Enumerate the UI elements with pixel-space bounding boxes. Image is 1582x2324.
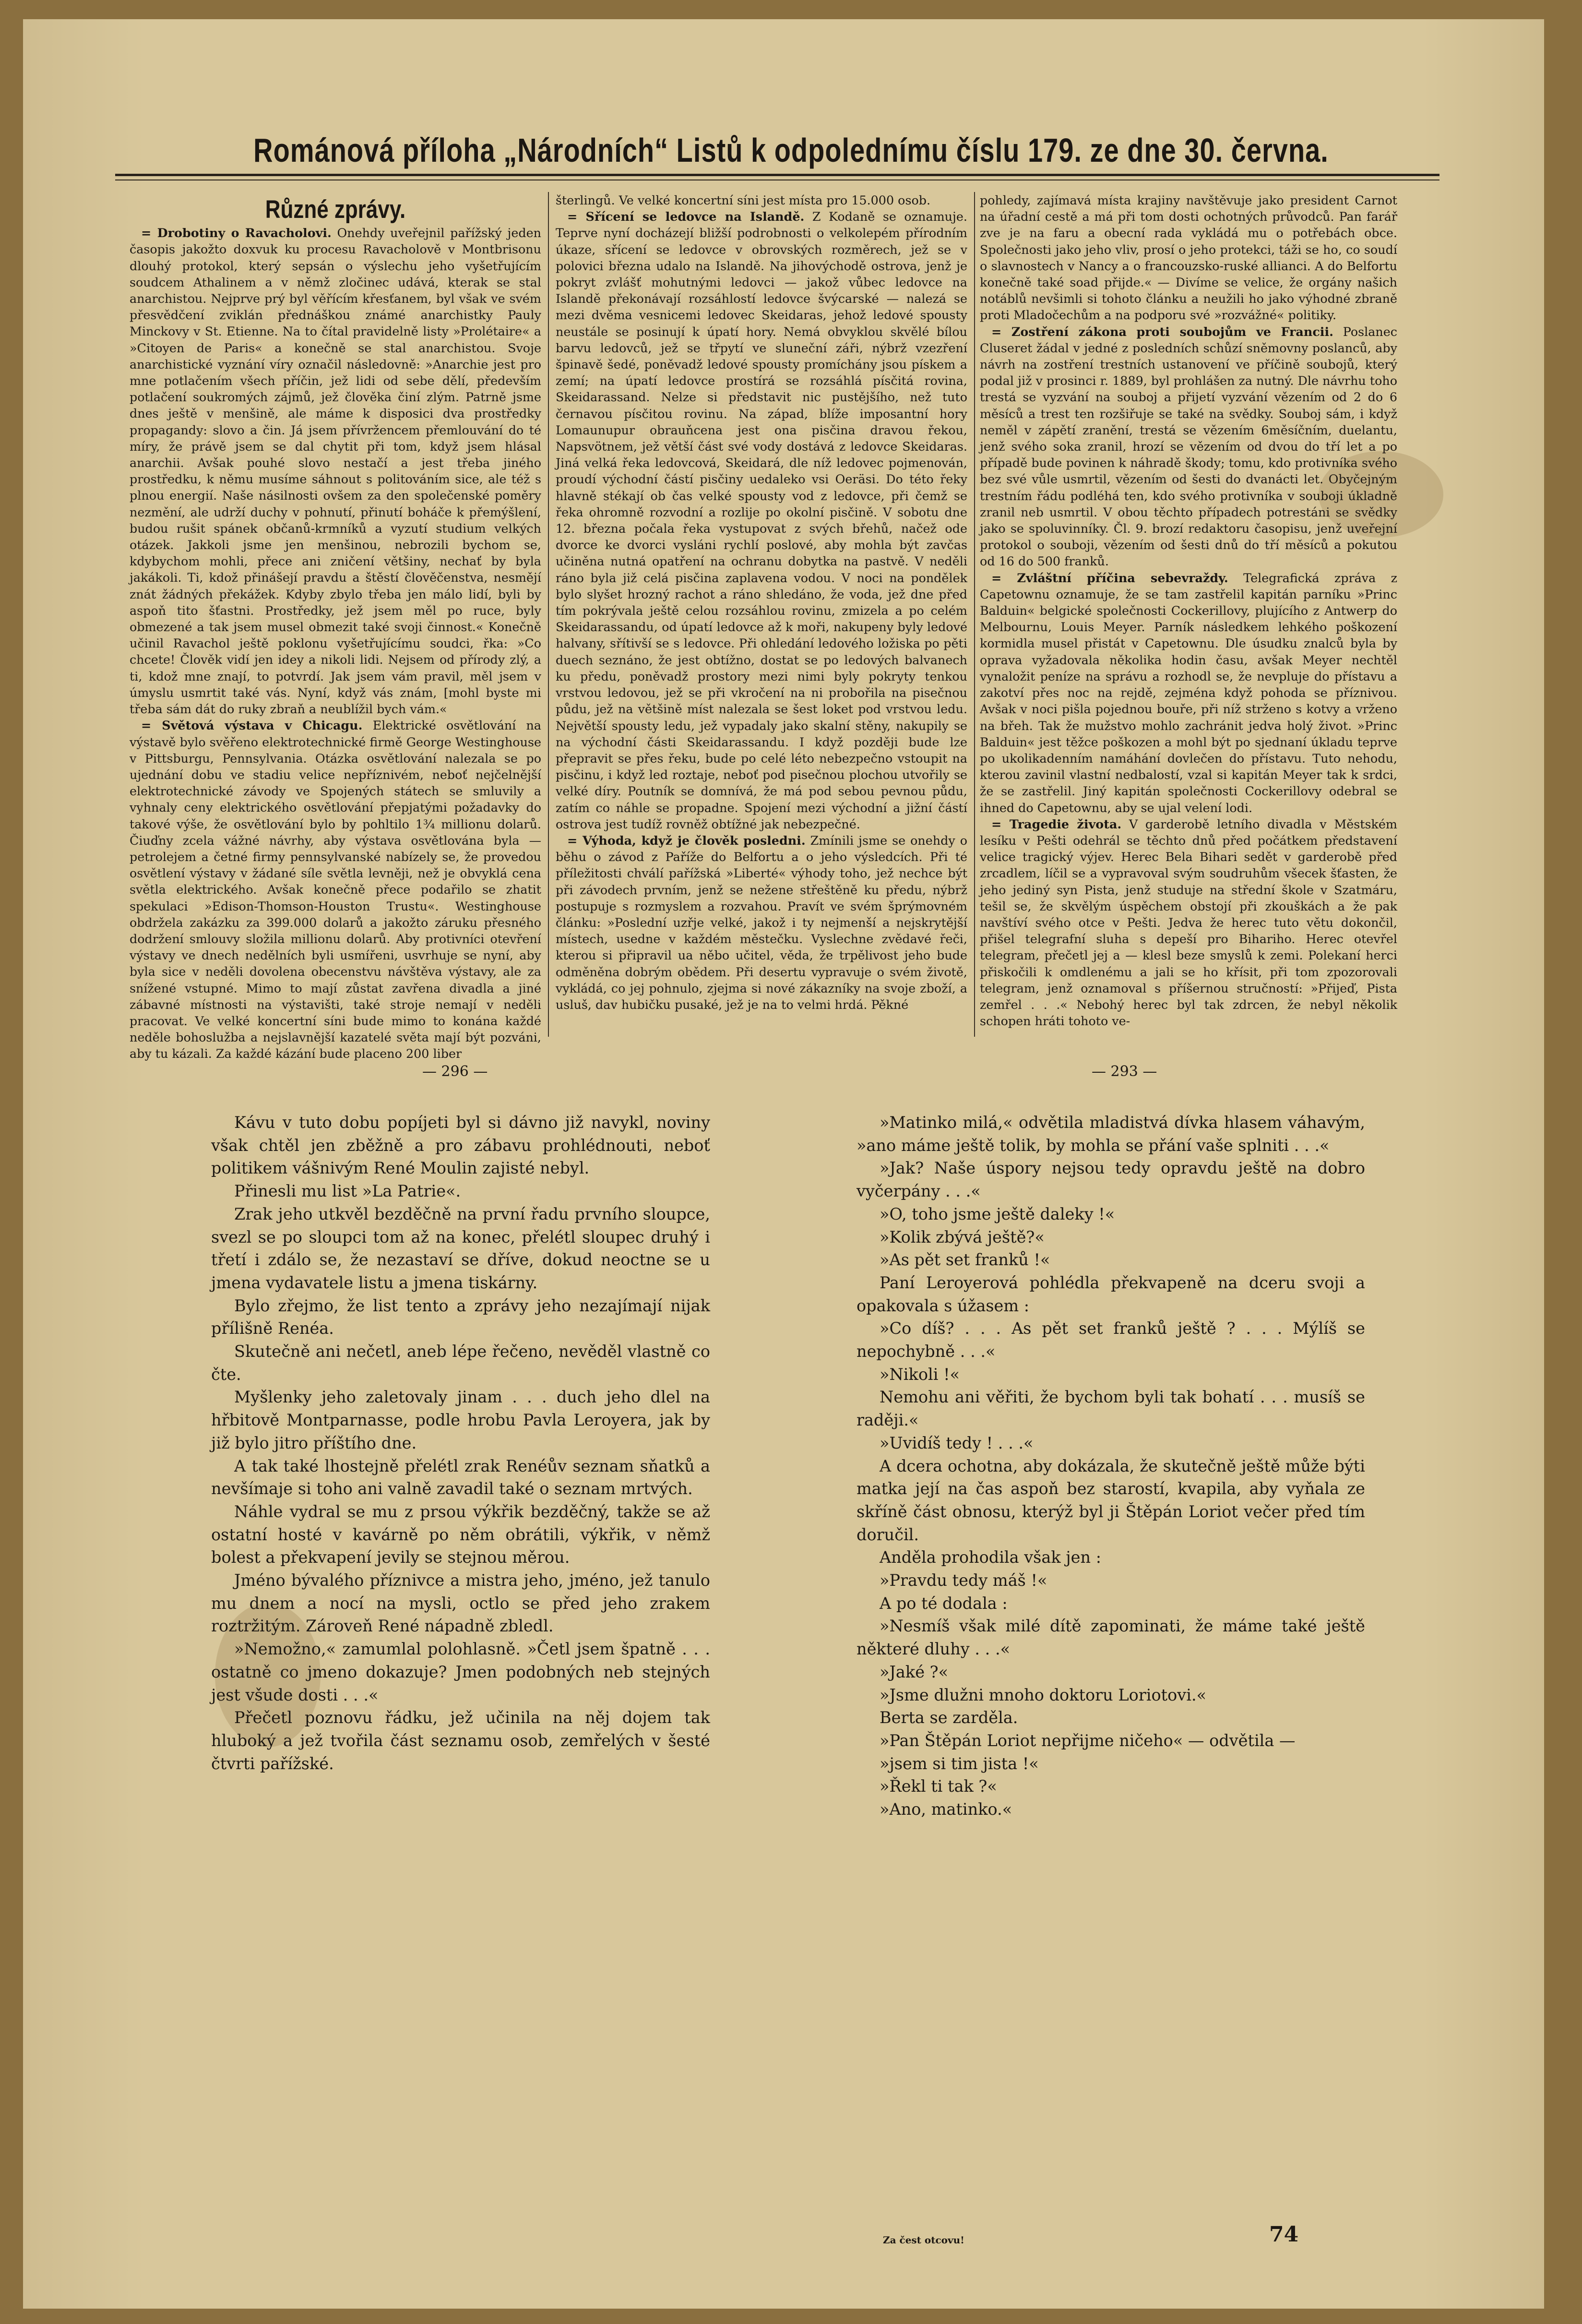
news-column-3 <box>980 192 1397 1037</box>
novel-paragraph: »O, toho jsme ještě daleky !« <box>880 1204 1115 1223</box>
novel-paragraph: A dcera ochotna, aby dokázala, že skutečně ještě může býti matka její na čas aspoň bez starostí, kvapila, aby vyňala ze skříně část obnosu, kterýž byl ji Štěpán Loriot večer před tím doručil. <box>856 1456 1365 1544</box>
novel-paragraph: A po té dodala : <box>880 1593 1008 1613</box>
novel-title-footer: Za čest otcovu! <box>883 2234 964 2246</box>
article-title: = Drobotiny o Ravacholovi. <box>141 226 332 240</box>
novel-paragraph: Myšlenky jeho zaletovaly jinam . . . duch jeho dlel na hřbitově Montparnasse, podle hrobu Pavla Leroyera, jak by již bylo jitro příštího dne. <box>211 1388 710 1452</box>
article-text: Onehdy uveřejnil pařížský jeden časopis jakožto doxvuk ku procesu Ravacholově v Montbrisonu dlouhý protokol, který sepsán o výslechu jeho vyšetřujícím soudcem Athalinem a v němž zločinec udává, kterak se stal anarchistou. Nejprve prý byl věřícím křesťanem, byl však ve svém přesvědčení zviklán přednáškou známé anarchistky Pauly Minckovy v St. Etienne. Na to čítal pravidelně listy »Prolétaire« a »Citoyen de Paris« a konečně se stal anarchistou. Svoje anarchistické vyznání víry označil následovně: »Anarchie jest pro mne potlačením všech příčin, jež lidi od sebe dělí, především potlačení soukromých zájmů, jež člověka činí zlým. Patrně jsme dnes ještě v menšině, ale máme k disposici dva prostředky propagandy: slovo a čin. Já jsem přívržencem přemlouvání do té míry, že právě jsem se dal chytit při tom, když jsem hlásal anarchii. Avšak pouhé slovo nestačí a jest třeba jiného prostředku, k němu musíme sáhnout s politováním sice, ale též s plnou energií. Naše násilnosti ovšem za den společenské poměry nezmění, ale udrží duchy v pohnutí, přinutí boháče k přemýšlení, budou rušit spánek občanů-krmníků a vyzutí studium velkých otázek. Jakkoli jsme jen menšinou, nebrozili bychom se, kdybychom mohli, přece ani zničení většiny, nechať by byla jakákoli. Ti, kdož přinášejí pravdu a štěstí člověčenstva, nesmějí znát žádných překážek. Kdyby zbylo třeba jen málo lidí, byli by aspoň tito šťastni. Prostředky, jež jsem měl po ruce, byly obmezené a tak jsem musel obmezit také svoji činnost.« Konečně učinil Ravachol ještě poklonu vyšetřujícímu soudci, řka: »Co chcete! Člověk vidí jen idey a nikoli lidi. Nejsem od přírody zlý, a ti, kdož mne znají, to potvrdí. Jak jsem vám pravil, měl jsem v úmyslu usmrtit také vás. Nyní, když vás znám, [mohl byste mi třeba sám dát do ruky zbraň a neublížil bych vám.« <box>130 226 541 717</box>
novel-paragraph: »Ano, matinko.« <box>880 1800 1012 1819</box>
novel-paragraph: »Jaké ?« <box>880 1662 949 1681</box>
novel-paragraph: Bylo zřejmo, že list tento a zprávy jeho nezajímají nijak přílišně Renéa. <box>211 1296 710 1338</box>
article-text: Telegrafická zpráva z Capetownu oznamuje, že se tam zastřelil kapitán parníku »Princ Balduin« belgické společnosti Cockerillovy, plujícího z Antwerp do Melbournu, Louis Meyer. Parník následkem lehkého poškození kormidla musel přistát v Capetownu. Dle úsudku znalců byla by oprava vyžadovala několika hodin času, avšak Meyer nechtěl vynaložit peníze na správu a rozhodl se, že nevpluje do přístavu a zakotví přes noc na rejdě, zejména když pohoda se příznivou. Avšak v noci pišla pojednou bouře, při níž strženo s kotvy a vrženo na břeh. Tak že mužstvo mohlo zachránit jedva holý život. »Princ Balduin« jest těžce poškozen a mohl být po sjednaní úkladu teprve po ukolikadenním namáhání dovlečen do přístavu. Tuto nehodu, kterou zavinil vlastní nedbalostí, vzal si kapitán Meyer tak k srdci, že se zastřelil. Jiný kapitán společnosti Cockerillovy odebral se ihned do Capetownu, aby se ujal velení lodi. <box>980 570 1397 815</box>
novel-paragraph: »Řekl ti tak ?« <box>880 1777 997 1796</box>
article-text: Zmínili jsme se onehdy o běhu o závod z Paříže do Belfortu a o jeho výsledcích. Při té příležitosti chválí pařížská »Liberté« výhody toho, jež nechce být při závodech prvním, jenž se nežene střeštěně ku předu, nýbrž postupuje s rozmyslem a rozvahou. Pravít ve svém šprýmovném článku: »Poslední uzřje velké, jakož i ty nejmenší a nejskrytější místech, usedne v každém městečku. Vyslechne zvědavé řeči, kterou si připravil ua něbo učitel, věda, že trpělivost jeho bude odměněna dobrým obědem. Při desertu vypravuje o svém životě, vykládá, co jej pohnulo, zjejma si nové zákazníky na svoje zboží, a usluš, dav hubičku pusaké, jež je na to velmi hrdá. Pěkné <box>556 833 967 1012</box>
page-number-right: — 293 — <box>1092 1063 1157 1080</box>
article-title: = Zostření zákona proti soubojům ve Francii. <box>991 324 1333 339</box>
article-text: Poslanec Cluseret žádal v jedné z posledních schůzí sněmovny poslanců, aby návrh na zostření trestních ustanovení ve příčině soubojů, který podal již v prosinci r. 1889, byl prohlášen za nutný. Dle návrhu toho trestá se vyzvání na souboj a přijetí vyzvání vězením od 2 do 6 měsíců a trest ten rozšiřuje se také na svědky. Souboj sám, i když neměl v zápětí zranění, trestá se vězením 6měsíčním, duelantu, jenž svého soka zranil, hrozí se vězením od dvou do tří let a po případě bude povinen k náhradě škody; tomu, kdo protivníka svého bez své vůle usmrtil, vězením od šesti do dvanácti let. Obyčejným trestním řádu podléhá ten, kdo svého protivníka v souboji úkladně zranil neb usmrtil. V obou těchto případech potrestáni se svědky jako se spoluvinníky. Čl. 9. brozí redaktoru časopisu, jenž uveřejní protokol o souboji, vězením od šesti dnů do tří měsíců a pokutou od 16 do 500 franků. <box>980 324 1398 569</box>
article-text: šterlingů. Ve velké koncertní síni jest místa pro 15.000 osob. <box>556 193 931 207</box>
novel-paragraph: »Jak? Naše úspory nejsou tedy opravdu ještě na dobro vyčerpány . . .« <box>856 1159 1365 1201</box>
news-column-2 <box>556 192 967 1037</box>
novel-paragraph: »Nemožno,« zamumlal polohlasně. »Četl jsem špatně . . . ostatně co jmeno dokazuje? Jmen podobných neb stejných jest všude dosti . . .« <box>211 1640 710 1704</box>
novel-paragraph: Zrak jeho utkvěl bezděčně na první řadu prvního sloupce, svezl se po sloupci tom až na konec, přelétl sloupec druhý i třetí i zdálo se, že nezastaví se dříve, dokud neoctne se u jmena vydavatele listu a jmena tiskárny. <box>211 1204 710 1292</box>
novel-paragraph: »Kolik zbývá ještě?« <box>880 1227 1045 1246</box>
novel-paragraph: »Matinko milá,« odvětila mladistvá dívka hlasem váhavým, »ano máme ještě tolik, by mohla se přání vaše splniti . . .« <box>856 1113 1365 1155</box>
novel-paragraph: Skutečně ani nečetl, aneb lépe řečeno, nevěděl vlastně co čte. <box>211 1342 710 1384</box>
column-divider <box>548 192 549 1037</box>
novel-paragraph: Nemohu ani věřiti, že bychom byli tak bohatí . . . musíš se raději.« <box>856 1388 1365 1430</box>
novel-paragraph: »Co díš? . . . As pět set franků ještě ? . . . Mýlíš se nepochybně . . .« <box>856 1319 1365 1361</box>
novel-paragraph: Kávu v tuto dobu popíjeti byl si dávno již navykl, noviny však chtěl jen zběžně a pro zábavu prohlédnouti, neboť politikem vášnivým René Moulin zajisté nebyl. <box>211 1113 710 1178</box>
novel-paragraph: »Nikoli !« <box>880 1365 960 1384</box>
novel-paragraph: »Pravdu tedy máš !« <box>880 1571 1047 1590</box>
article-text: Z Kodaně se oznamuje. Teprve nyní docházejí bližší podrobnosti o velkolepém přírodním úkaze, sřícení se ledovce v obrovských rozměrech, jež se v polovici března udalo na Islandě. Na jihovýchodě ostrova, jenž je pokryt zvlášť mohutnými ledovci — jakož vůbec ledovce na Islandě překonávají rozsáhlostí ledovce švýcarské — nalezá se mezi dvěma vesnicemi ledovec Skeidaras, jehož ledové spousty neustále se posinují k úpatí hory. Nemá obvyklou skvělé bílou barvu ledovců, jež se třpytí ve sluneční záři, nýbrž vzezření špinavě šedé, poněvadž ledové spousty promíchány jsou pískem a zemí; na úpatí ledovce prostírá se rozsáhlá písčitá rovina, Skeidarassand. Nelze si představit nic pustějšího, než tuto černavou písčitou rovinu. Na západ, blíže imposantní hory Lomaunupur obrauňcena jest ona pisčina dravou řekou, Napsvötnem, jež větší část své vody dostává z ledovce Skeidaras. Jiná velká řeka ledovcová, Skeidará, dle níž ledovec pojmenován, proudí východní částí pisčiny uedaleko vsi Oeräsi. Do této řeky hlavně stékají ob čas velké spousty vod z ledovce, při čemž se řeka ohromně rozvodní a rozlije po okolní pisčině. V sobotu dne 12. března počala řeka vystupovat z svých břehů, načež ode dvorce ke dvorci vysláni rychlí poslové, aby mohla být zavčas učiněna nutná opatření na ochranu dobytka na pastvě. V neděli ráno byla již celá pisčina zaplavena vodou. V noci na pondělek bylo slyšet hrozný rachot a ráno shledáno, že voda, jež dne před tím pokrývala ještě celou rozsáhlou rovinu, zmizela a po celém Skeidarassandu, od úpatí ledovce až k moři, nakupeny byly ledové halvany, sřítivší se s ledovce. Při ohledání ledového ložiska po pěti duech seznáno, že jest obtížno, dostat se po ledových balvanech ku předu, poněvadž prostory mezi nimi byly pokryty tenkou vrstvou ledovou, jež se při vkročení na ni probořila na pisečnou půdu, jež na většině míst nalezala se šest loket pod vrstvou ledu. Největší spousty ledu, jež vypadaly jako skalní stěny, nakupily se na východní části Skeidarassandu. I když později bude lze přepravit se přes řeku, bude po celé léto nebezpečno vstoupit na pisčinu, i když led roztaje, neboť pod pisečnou plochou utvořily se velké díry. Poutník se domnívá, že má pod sebou pevnou půdu, zatím co náhle se propadne. Spojení mezi východní a jižní částí ostrova jest tudíž rovněž obtížné jak nebezpečné. <box>556 209 967 831</box>
novel-paragraph: Přečetl poznovu řádku, jež učinila na něj dojem tak hluboký a jež tvořila část seznamu osob, zemřelých v šesté čtvrti pařížské. <box>211 1708 710 1773</box>
novel-column-right <box>856 1111 1365 1821</box>
article-title: = Sřícení se ledovce na Islandě. <box>567 209 805 224</box>
page-number-left: — 296 — <box>422 1063 488 1080</box>
column-divider <box>974 192 975 1037</box>
novel-paragraph: »Uvidíš tedy ! . . .« <box>880 1433 1034 1452</box>
novel-column-left <box>211 1111 710 1775</box>
novel-paragraph: »As pět set franků !« <box>880 1250 1050 1270</box>
novel-paragraph: Jméno bývalého příznivce a mistra jeho, jméno, jež tanulo mu dnem a nocí na mysli, octlo se před jeho zrakem roztržitým. Zároveň René nápadně zbledl. <box>211 1571 710 1636</box>
article-text: pohledy, zajímavá místa krajiny navštěvuje jako president Carnot na úřadní cestě a má při tom dosti ochotných průvodců. Pan farář zve je na faru a obecní rada vykládá mu o potřebách obce. Společnosti jako jeho vliv, prosí o jeho protekci, táži se ho, co soudí o slavnostech v Nancy a o francouzsko-ruské allianci. A do Belfortu konečně také soad přijde.« — Divíme se velice, že orgány našich notáblů nevšimli si tohoto článku a neužili ho jako výhodné zbraně proti Mladočechům a na podporu své »rozvážné« politiky. <box>980 193 1397 323</box>
article-title: = Tragedie života. <box>991 816 1122 831</box>
header-rule <box>115 174 1439 176</box>
novel-paragraph: Přinesli mu list »La Patrie«. <box>234 1182 461 1201</box>
article-title: = Zvláštní příčina sebevraždy. <box>991 570 1228 585</box>
novel-paragraph: »Nesmíš však milé dítě zapominati, že máme také ještě některé dluhy . . .« <box>856 1617 1365 1659</box>
novel-paragraph: Náhle vydral se mu z prsou výkřik bezděčný, takže se až ostatní hosté v kavárně po něm obrátili, výkřik, v němž bolest a překvapení jevily se stejnou měrou. <box>211 1502 710 1567</box>
page-header: Románová příloha „Národních“ Listů k odpolednímu číslu 179. ze dne 30. června. <box>253 131 1329 169</box>
article-title: = Světová výstava v Chicagu. <box>141 718 363 733</box>
novel-paragraph: »jsem si tim jista !« <box>880 1754 1039 1773</box>
novel-paragraph: Anděla prohodila však jen : <box>880 1548 1101 1567</box>
article-title: = Výhoda, když je člověk posledni. <box>567 833 806 848</box>
article-text: V garderobě letního divadla v Městském lesíku v Pešti odehrál se těchto dnů před počátkem představení velice tragický výjev. Herec Bela Bihari sedět v garderobě před zrcadlem, líčil se a vypravoval svým soudruhům všecek šťasten, že jeho jediný syn Pista, jenž studuje na střední škole v Szatmáru, tešil se, že skvělým úspěchem obstojí při zkouškách a že pak navštíví svého otce v Pešti. Jedva že herec tuto větu dokončil, přišel telegrafní sluha s depeší pro Bihariho. Herec otevřel telegram, přečetl jej a — klesl beze smyslů k zemi. Polekaní herci přiskočili k omdlenému a jali se ho křísit, při tom zpozorovali telegram, jenž oznamoval s příšernou stručností: »Přijeď, Pista zemřel . . .« Nebohý herec byl tak zdrcen, že nebyl několik schopen hráti tohoto ve- <box>980 816 1398 1029</box>
news-column-1 <box>130 192 541 1061</box>
novel-paragraph: »Pan Štěpán Loriot nepřijme ničeho« — odvětila — <box>880 1731 1296 1750</box>
novel-paragraph: »Jsme dlužni mnoho doktoru Loriotovi.« <box>880 1685 1207 1704</box>
novel-paragraph: A tak také lhostejně přelétl zrak Renéův seznam sňatků a nevšímaje si toho ani valně zavadil také o seznam mrtvých. <box>211 1456 710 1498</box>
novel-paragraph: Paní Leroyerová pohlédla překvapeně na dceru svoji a opakovala s úžasem : <box>856 1273 1365 1315</box>
sheet-number: 74 <box>1269 2222 1299 2247</box>
section-heading: Různé zprávy. <box>265 195 406 224</box>
novel-paragraph: Berta se zarděla. <box>880 1708 1018 1727</box>
article-text: Elektrické osvětlování na výstavě bylo svěřeno elektrotechnické firmě George Westinghouse v Pittsburgu, Pennsylvania. Otázka osvětlování nalezala se po ujednání dobu ve stadiu velice nepříznivém, neboť nejčelnější elektrotechnické závody ve Spojených státech se smluvily a vyhnaly ceny elektrického osvětlování přepjatými požadavky do takové výše, že osvětlování bylo by pohltilo 1¾ millionu dolarů. Čiuďny zcela vážné návrhy, aby výstava osvětlována byla — petrolejem a četné firmy pennsylvanské nabízely se, že provedou osvětlení výstavy v žádané síle světla levněji, než je obvyklá cena světla elektrického. Avšak konečně přece podařilo se zhatit spekulaci »Edison-Thomson-Houston Trustu«. Westinghouse obdržela zakázku za 399.000 dolarů a jakožto záruku přesného dodržení smlouvy složila millionu dolarů. Aby protivníci otevření výstavy ve dnech nedělních byli usmířeni, usvrhuje se nyní, aby byla sice v neděli dovolena obecenstvu návštěva výstavy, ale za snížené vstupné. Mimo to mají zůstat zavřena divadla a jiné zábavné místnosti na výstavišti, také stroje nemají v neděli pracovat. Ve velké koncertní síni bude mimo to konána každé neděle bohoslužba a nejslavnější kazatelé světa mají být pozváni, aby tu kázali. Za každé kázání bude placeno 200 liber <box>130 718 541 1061</box>
